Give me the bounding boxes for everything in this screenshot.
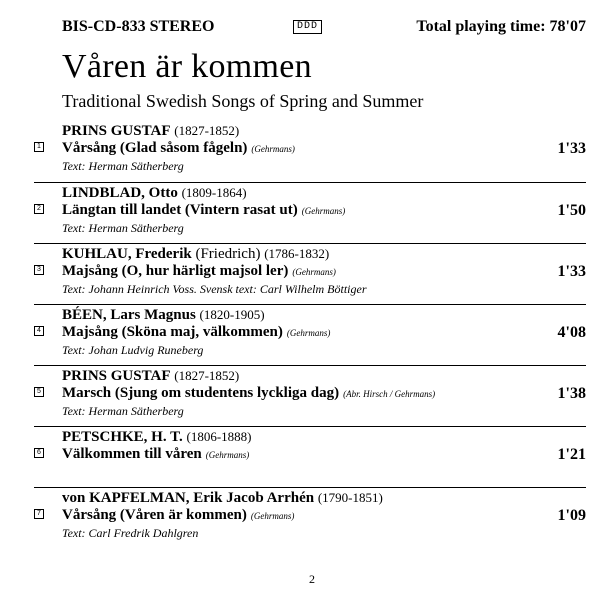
total-playing-time: Total playing time: 78'07 xyxy=(416,18,586,35)
ddd-badge: DDD xyxy=(293,20,322,34)
composer-years: (1790-1851) xyxy=(317,490,383,505)
composer xyxy=(62,429,251,446)
composer-years: (1786-1832) xyxy=(264,246,330,261)
track-duration: 1'33 xyxy=(557,140,586,157)
track-number: 5 xyxy=(34,387,44,397)
arranger: (Gehrmans) xyxy=(286,328,331,338)
composer-name: LINDBLAD, Otto xyxy=(62,185,178,201)
track-number: 3 xyxy=(34,265,44,275)
track-item xyxy=(34,365,586,426)
track-duration: 1'33 xyxy=(557,263,586,280)
composer-name: BÉEN, Lars Magnus xyxy=(62,307,196,323)
arranger: (Abr. Hirsch / Gehrmans) xyxy=(343,389,436,399)
composer xyxy=(62,368,239,385)
song-title xyxy=(62,324,330,341)
track-number: 1 xyxy=(34,142,44,152)
arranger: (Gehrmans) xyxy=(205,450,250,460)
arranger: (Gehrmans) xyxy=(250,511,295,521)
song-name: Marsch (Sjung om studentens lyckliga dag) xyxy=(62,385,340,401)
composer xyxy=(62,307,265,324)
catalog-number: BIS-CD-833 STEREO xyxy=(62,18,215,35)
track-duration: 1'50 xyxy=(557,202,586,219)
composer-name: KUHLAU, Frederik xyxy=(62,246,192,262)
lyricist: Text: Herman Sätherberg xyxy=(62,404,184,418)
lyricist: Text: Johann Heinrich Voss. Svensk text: Carl Wilhelm Böttiger xyxy=(62,282,367,296)
song-name: Längtan till landet (Vintern rasat ut) xyxy=(62,202,298,218)
track-item xyxy=(34,304,586,365)
song-name: Vårsång (Glad såsom fågeln) xyxy=(62,140,248,156)
album-title: Våren är kommen xyxy=(62,48,312,85)
track-duration: 1'38 xyxy=(557,385,586,402)
song-title xyxy=(62,263,336,280)
track-number: 6 xyxy=(34,448,44,458)
composer-years: (1820-1905) xyxy=(199,307,265,322)
song-name: Majsång (O, hur härligt majsol ler) xyxy=(62,263,289,279)
album-subtitle: Traditional Swedish Songs of Spring and Summer xyxy=(62,91,424,111)
lyricist: Text: Herman Sätherberg xyxy=(62,159,184,173)
song-name: Välkommen till våren xyxy=(62,446,202,462)
composer-name: von KAPFELMAN, Erik Jacob Arrhén xyxy=(62,490,315,506)
track-item xyxy=(34,426,586,487)
lyricist: Text: Johan Ludvig Runeberg xyxy=(62,343,204,357)
composer-years: (1809-1864) xyxy=(181,185,247,200)
song-title xyxy=(62,446,249,463)
composer xyxy=(62,185,247,202)
arranger: (Gehrmans) xyxy=(251,144,295,154)
composer-name: PETSCHKE, H. T. xyxy=(62,429,183,445)
song-title xyxy=(62,507,294,524)
track-duration: 1'09 xyxy=(557,507,586,524)
track-duration: 1'21 xyxy=(557,446,586,463)
track-item xyxy=(34,243,586,304)
composer xyxy=(62,490,383,507)
composer-years: (1827-1852) xyxy=(174,123,240,138)
lyricist: Text: Herman Sätherberg xyxy=(62,221,184,235)
song-name: Vårsång (Våren är kommen) xyxy=(62,507,247,523)
track-number: 7 xyxy=(34,509,44,519)
track-duration: 4'08 xyxy=(557,324,586,341)
track-item xyxy=(34,121,586,182)
composer-name: PRINS GUSTAF xyxy=(62,368,171,384)
song-name: Majsång (Sköna maj, välkommen) xyxy=(62,324,283,340)
composer-name: PRINS GUSTAF xyxy=(62,123,171,139)
track-list xyxy=(34,121,586,548)
track-number: 4 xyxy=(34,326,44,336)
song-title xyxy=(62,385,435,402)
page-number: 2 xyxy=(309,572,315,586)
composer xyxy=(62,246,329,263)
arranger: (Gehrmans) xyxy=(292,267,336,277)
lyricist: Text: Carl Fredrik Dahlgren xyxy=(62,526,199,540)
song-title xyxy=(62,140,295,157)
track-item xyxy=(34,182,586,243)
composer-extra: (Friedrich) xyxy=(191,246,261,262)
composer-years: (1827-1852) xyxy=(174,368,240,383)
arranger: (Gehrmans) xyxy=(301,206,346,216)
track-number: 2 xyxy=(34,204,44,214)
composer-years: (1806-1888) xyxy=(186,429,252,444)
track-item xyxy=(34,487,586,548)
song-title xyxy=(62,202,345,219)
header xyxy=(62,18,586,38)
composer xyxy=(62,123,239,140)
